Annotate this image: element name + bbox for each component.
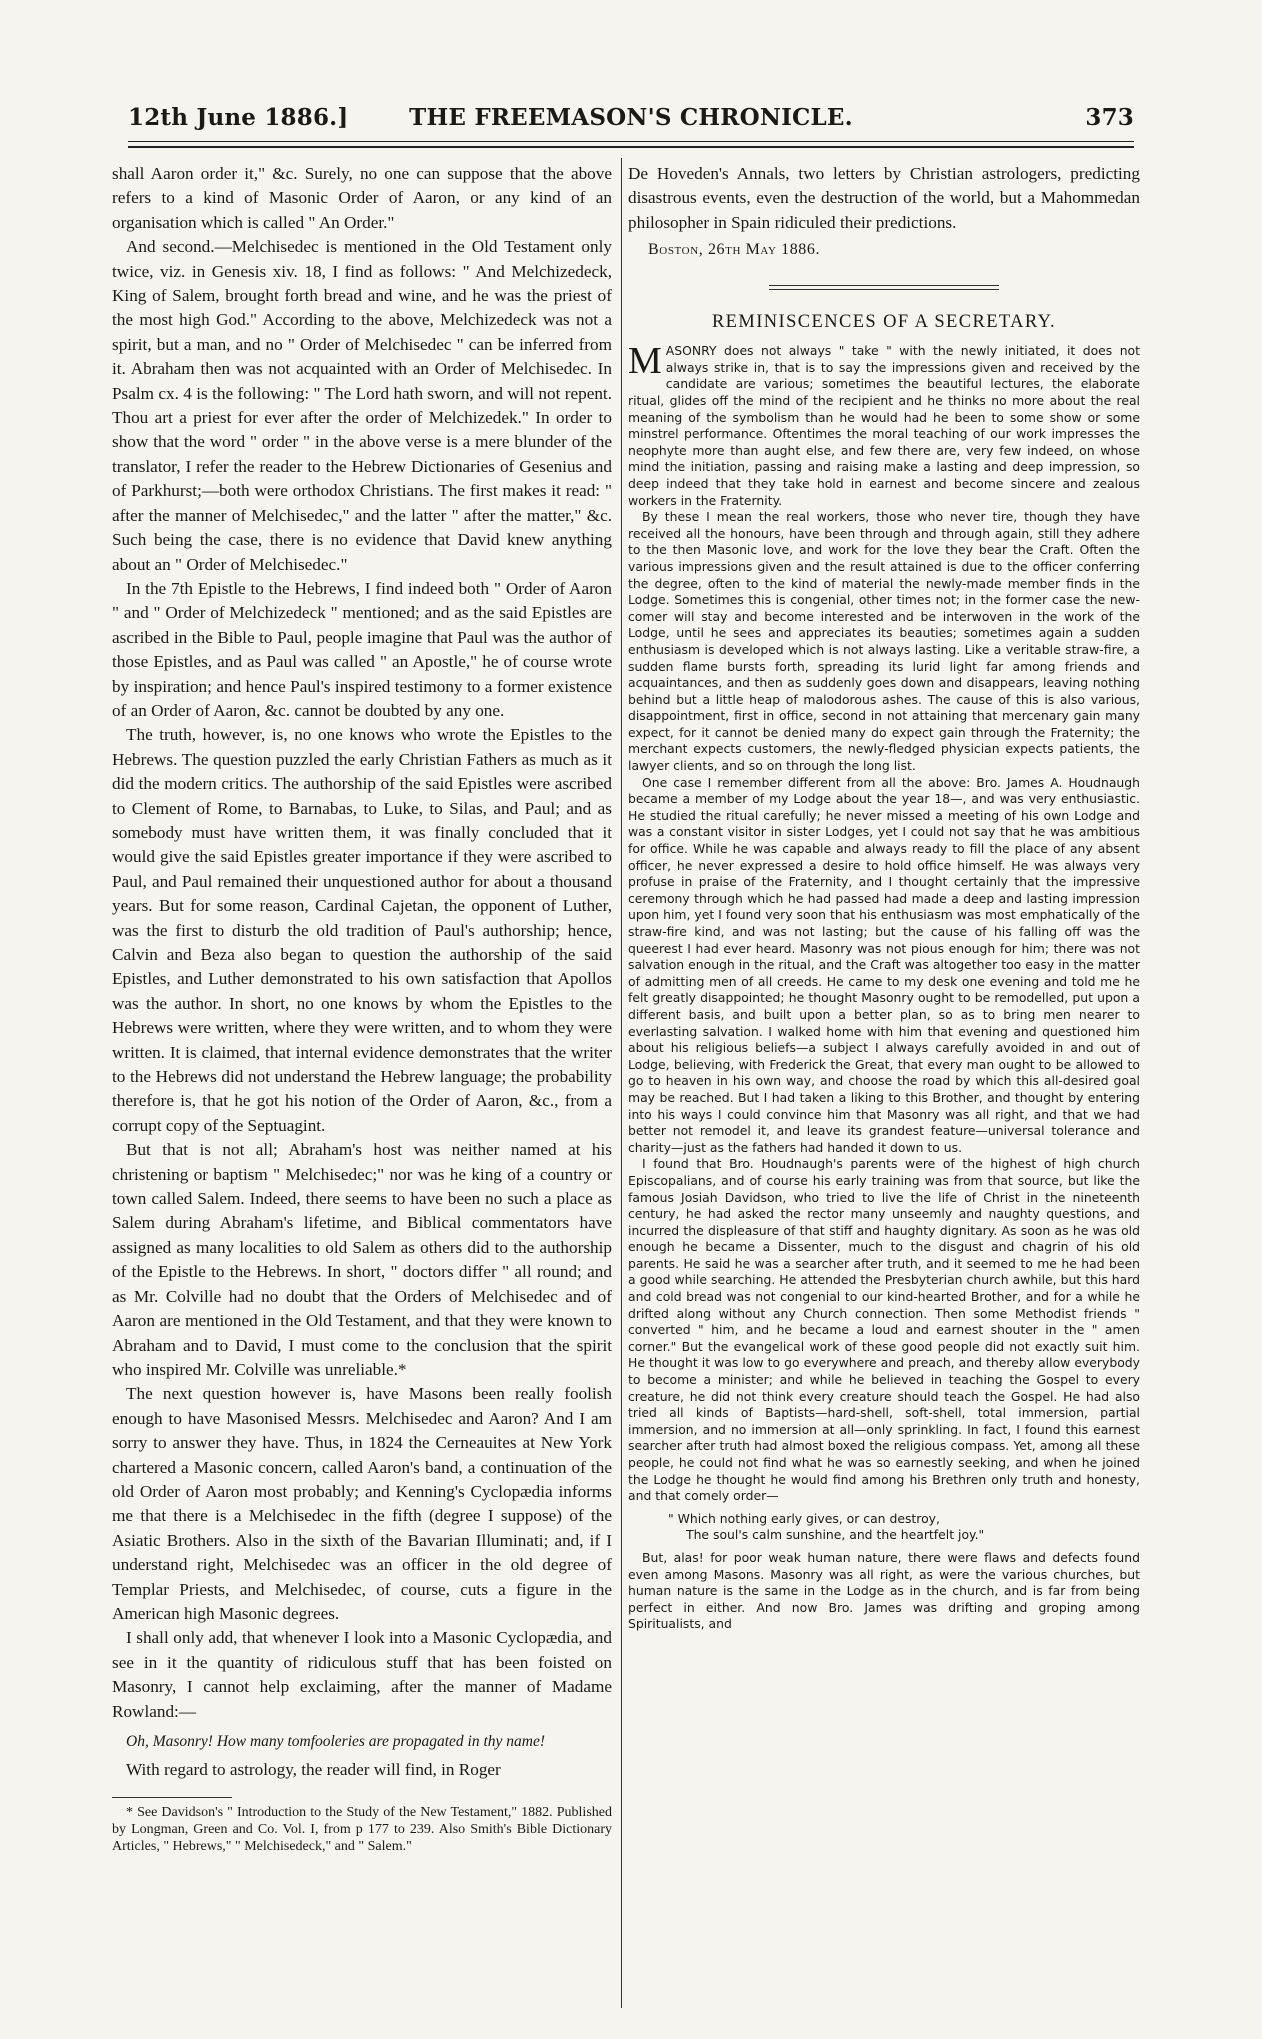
- footnote-rule: [112, 1797, 232, 1798]
- header-rule: [128, 141, 1134, 142]
- paragraph: And second.—Melchisedec is mentioned in the Old Testament only twice, viz. in Genesis xiv. 18, I find as follows: " And Melchizedeck, King of Salem, brought forth bread and wine, and he was the priest of the most high God." According to the above, Melchizedeck was not a spirit, but a man, and no " Order of Melchisedec " can be inferred from it. Abraham then was not acquainted with an Order of Melchisedec. In Psalm cx. 4 is the following: " The Lord hath sworn, and will not repent. Thou art a priest for ever after the order of Melchizedek." In order to show that the word " order " in the above verse is a mere blunder of the translator, I refer the reader to the Hebrew Dictionaries of Gesenius and of Parkhurst;—both were orthodox Christians. The first makes it read: " after the manner of Melchisedec," and the latter " after the matter," &c. Such being the case, there is no evidence that David knew anything about an " Order of Melchisedec.": [112, 237, 612, 574]
- masthead-title: THE FREEMASON'S CHRONICLE.: [409, 104, 853, 131]
- quoted-verse: Oh, Masonry! How many tomfooleries are propagated in thy name!: [126, 1733, 546, 1750]
- verse-quote: [668, 1511, 1140, 1544]
- issue-date: 12th June 1886.]: [128, 104, 349, 131]
- left-column: [112, 162, 612, 2022]
- article-paragraph: I found that Bro. Houdnaugh's parents were of the highest of high church Episcopalians, and of course his early training was from that source, but like the famous Josiah Davidson, who tried to live the life of Christ in the nineteenth century, he had asked the rector many unseemly and naughty questions, and incurred the displeasure of that stiff and haughty dignitary. As soon as he was old enough he became a Dissenter, much to the disgust and chagrin of his old parents. He said he was a searcher after truth, and it seemed to me he had been a good while searching. He attended the Presbyterian church awhile, but this hard and cold bread was not congenial to our kind-hearted Brother, and for a while he drifted along without any Church connection. Then some Methodist friends " converted " him, and he became a loud and earnest shouter in the " amen corner." But the evangelical work of these good people did not exactly suit him. He thought it was low to go everywhere and preach, and thereby allow everybody to become a minister; and while he believed in teaching the Gospel to every creature, he did not think every creature should teach the Gospel. He had also tried all kinds of Baptists—hard-shell, soft-shell, total immersion, partial immersion, and no immersion at all—only sprinkling. In fact, I found this earnest searcher after truth had almost boxed the religious compass. Yet, among all these people, he could not find what he was so earnestly seeking, and when he joined the Lodge he thought he would find among his Brethren only truth and honesty, and that comely order—: [628, 1156, 1140, 1504]
- paragraph: The next question however is, have Masons been really foolish enough to have Masonised Messrs. Melchisedec and Aaron? And I am sorry to answer they have. Thus, in 1824 the Cerneauites at New York chartered a Masonic concern, called Aaron's band, a continuation of the old Order of Aaron most probably; and Kenning's Cyclopædia informs me that there is a Melchisedec in the fifth (degree I suppose) of the Asiatic Brothers. Also in the sixth of the Bavarian Illuminati; and, if I understand right, Melchisedec was an officer in the old degree of Templar Priests, and Melchisedec, of course, cuts a figure in the American high Masonic degrees.: [112, 1384, 612, 1623]
- paragraph: I shall only add, that whenever I look into a Masonic Cyclopædia, and see in it the quantity of ridiculous stuff that has been foisted on Masonry, I cannot help exclaiming, after the manner of Madame Rowland:—: [112, 1628, 612, 1721]
- drop-cap: M: [628, 340, 662, 383]
- verse-line: The soul's calm sunshine, and the heartfelt joy.": [686, 1527, 985, 1543]
- page-header: [128, 104, 1134, 140]
- paragraph: But that is not all; Abraham's host was neither named at his christening or baptism " Melchisedec;" nor was he king of a country or town called Salem. Indeed, there seems to have been no such a place as Salem during Abraham's lifetime, and Biblical commentators have assigned as many localities to old Salem as others did to the authorship of the Epistle to the Hebrews. In short, " doctors differ " all round; and as Mr. Colville had no doubt that the Orders of Melchisedec and of Aaron are mentioned in the Old Testament, and that they were known to Abraham and to David, I must come to the conclusion that the spirit who inspired Mr. Colville was unreliable.*: [112, 1140, 612, 1379]
- article-paragraph: One case I remember different from all the above: Bro. James A. Houdnaugh became a member of my Lodge about the year 18—, and was very enthusiastic. He studied the ritual carefully; he never missed a meeting of his own Lodge and was a constant visitor in sister Lodges, yet I could not say that he was ambitious for office. While he was capable and always ready to fill the place of any absent officer, he never expressed a desire to hold office himself. He was always very profuse in praise of the Fraternity, and I thought certainly that the impressive ceremony through which he had passed had made a deep and lasting impression upon him, yet I found very soon that his enthusiasm was most emphatically of the straw-fire kind, and was not lasting; but the cause of his falling off was the queerest I had ever heard. Masonry was not pious enough for him; there was not salvation enough in the ritual, and the Craft was altogether too easy in the matter of admitting men of all creeds. He came to my desk one evening and told me he felt greatly disappointed; he thought Masonry ought to be remodelled, put upon a different basis, and built upon a better plan, so as to bring men nearer to everlasting salvation. I walked home with him that evening and questioned him about his religious beliefs—a subject I always carefully avoided in and out of Lodge, believing, with Frederick the Great, that every man ought to be allowed to go to heaven in his own way, and choose the road by which this all-desired goal may be reached. But I had taken a liking to this Brother, and thought by entering into his ways I could convince him that Masonry was all right, and that we had better not remodel it, and leave its grandest feature—universal tolerance and charity—just as the fathers had handed it down to us.: [628, 774, 1140, 1155]
- paragraph: The truth, however, is, no one knows who wrote the Epistles to the Hebrews. The question puzzled the early Christian Fathers as much as it did the modern critics. The authorship of the said Epistles were ascribed to Clement of Rome, to Barnabas, to Luke, to Silas, and Paul; and as somebody must have written them, it was finally concluded that it would give the said Epistles greater importance if they were ascribed to Paul, and Paul remained their unquestioned author for about a thousand years. But for some reason, Cardinal Cajetan, the opponent of Luther, was the first to disturb the old tradition of Paul's authorship; hence, Calvin and Beza also began to question the authorship of the said Epistles, and Luther demonstrated to his own satisfaction that Apollos was the author. In short, no one knows by whom the Epistles to the Hebrews were written, where they were written, and to whom they were written. It is claimed, that internal evidence demonstrates that the writer to the Hebrews did not understand the Hebrew language; the probability therefore is, that he got his notion of the Order of Aaron, &c., from a corrupt copy of the Septuagint.: [112, 725, 612, 1135]
- article-paragraph: [628, 340, 1140, 509]
- page-number: 373: [1085, 104, 1134, 131]
- right-column: [628, 162, 1140, 2022]
- article-title: REMINISCENCES OF A SECRETARY.: [711, 312, 1057, 333]
- verse-line: " Which nothing early gives, or can destroy,: [668, 1510, 940, 1526]
- header-rule-double: [128, 146, 1134, 148]
- paragraph: shall Aaron order it," &c. Surely, no one can suppose that the above refers to a kind of Masonic Order of Aaron, or any kind of an organisation which is called " An Order.": [112, 164, 612, 232]
- article-paragraph: By these I mean the real workers, those who never tire, though they have received all the honours, have been through and through again, still they adhere to the then Masonic love, and work for the love they bear the Craft. Often the various impressions given and the result attained is due to the officer conferring the degree, often to the kind of material the newly-made member finds in the Lodge. Sometimes this is congenial, other times not; in the former case the new-comer will stay and become interested and be interwoven in the work of the Lodge, until he sees and appreciates its beauties; sometimes again a sudden enthusiasm is developed which is not always lasting. Like a veritable straw-fire, a sudden flame bursts forth, spreading its lurid light far among friends and acquaintances, and then as suddenly goes down and disappears, leaving nothing behind but a little heap of malodorous ashes. The cause of this is also various, disappointment, first in office, second in not attaining that mercenary gain many expect, for it cannot be denied many do expect gain through the Fraternity; the merchant expects customers, the newly-fledged physician expects patients, the lawyer clients, and so on through the long list.: [628, 509, 1140, 774]
- letter-signoff: Boston, 26th May 1886.: [648, 241, 821, 259]
- section-rule: [769, 289, 999, 290]
- article-paragraph: But, alas! for poor weak human nature, there were flaws and defects found even among Masons. Masonry was all right, as were the various churches, but human nature is the same in the Lodge as in the church, and is far from being perfect in either. And now Bro. James was drifting and groping among Spiritualists, and: [628, 1549, 1140, 1632]
- paragraph: In the 7th Epistle to the Hebrews, I find indeed both " Order of Aaron " and " Order of Melchizedeck " mentioned; and as the said Epistles are ascribed in the Bible to Paul, people imagine that Paul was the author of those Epistles, and as Paul was called " an Apostle," he of course wrote by inspiration; and hence Paul's inspired testimony to a former existence of an Order of Aaron, &c. cannot be doubted by any one.: [112, 578, 612, 720]
- paragraph: With regard to astrology, the reader will find, in Roger: [126, 1760, 501, 1780]
- paragraph: De Hoveden's Annals, two letters by Christian astrologers, predicting disastrous events, even the destruction of the world, but a Mahommedan philosopher in Spain ridiculed their predictions.: [628, 164, 1140, 232]
- article-text: ASONRY does not always " take " with the newly initiated, it does not always strike in, that is to say the impressions given and received by the candidate are various; sometimes the beautiful lectures, the elaborate ritual, glides off the mind of the recipient and he thinks no more about the real meaning of the symbolism than he would had he been to some show or some minstrel performance. Oftentimes the moral teaching of our work impresses the neophyte more than aught else, and few there are, very few indeed, on whose mind the initiation, passing and raising make a lasting and deep impression, so deep indeed that they take hold in earnest and become sincere and zealous workers in the Fraternity.: [628, 343, 1140, 508]
- footnote: * See Davidson's " Introduction to the Study of the New Testament," 1882. Published by Longman, Green and Co. Vol. I, from p 177 to 239. Also Smith's Bible Dictionary Articles, " Hebrews," " Melchisedeck," and " Salem.": [112, 1804, 612, 1854]
- column-divider: [621, 158, 622, 2008]
- section-rule: [769, 285, 999, 286]
